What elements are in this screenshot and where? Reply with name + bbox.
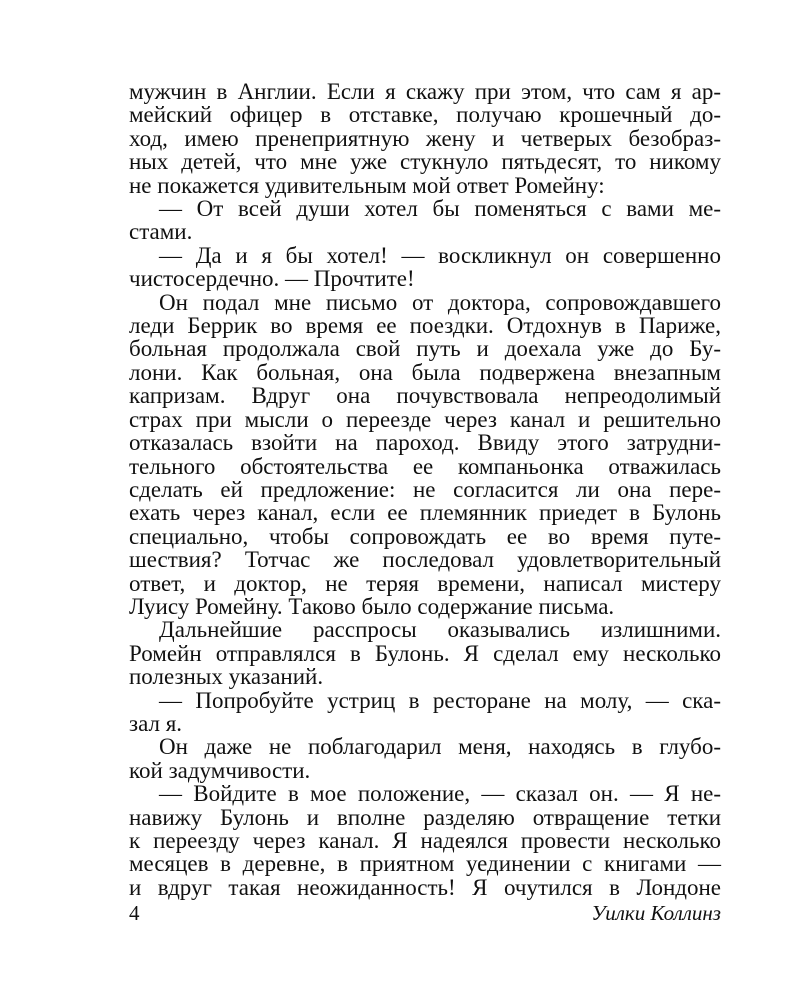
running-head-author: Уилки Коллинз (591, 901, 721, 925)
page-number: 4 (129, 901, 140, 925)
text-line: зал я. (129, 710, 183, 736)
text-line: мужчин в Англии. Если я скажу при этом, что сам я ар- (129, 79, 721, 104)
text-line: — Да и я бы хотел! — воскликнул он совершенно (159, 242, 721, 268)
body-text (129, 80, 721, 899)
text-line: тельного обстоятельства ее компаньонка отважилась (129, 453, 721, 479)
page-footer (129, 898, 721, 928)
text-line: стами. (129, 219, 193, 245)
text-line: мейский офицер в отставке, получаю крошечный до- (129, 102, 721, 128)
text-line: лони. Как больная, она была подвержена внезапным (129, 359, 721, 385)
text-line: ехать через канал, если ее племянник приедет в Булонь (129, 500, 721, 526)
text-line: капризам. Вдруг она почувствовала непреодолимый (129, 383, 721, 409)
text-line: полезных указаний. (129, 664, 324, 690)
text-line: Дальнейшие расспросы оказывались излишними. (159, 617, 721, 643)
text-line: кой задумчивости. (129, 757, 311, 783)
text-line: навижу Булонь и вполне разделяю отвращение тетки (129, 804, 721, 830)
text-line: больная продолжала свой путь и доехала уже до Бу- (129, 336, 721, 362)
text-line: Луису Ромейну. Таково было содержание письма. (129, 593, 615, 619)
text-line: страх при мысли о переезде через канал и решительно (129, 406, 721, 432)
text-line: специально, чтобы сопровождать ее во время путе- (129, 523, 721, 549)
text-line: отказалась взойти на пароход. Ввиду этого затрудни- (129, 430, 721, 456)
text-line: не покажется удивительным мой ответ Ромейну: (129, 172, 605, 198)
text-line: месяцев в деревне, в приятном уединении с книгами — (129, 851, 721, 877)
text-line: Он подал мне письмо от доктора, сопровождавшего (159, 289, 721, 315)
text-line: — От всей души хотел бы поменяться с вами ме- (159, 196, 721, 222)
text-line: Ромейн отправлялся в Булонь. Я сделал ему несколько (129, 640, 721, 666)
text-line: Он даже не поблагодарил меня, находясь в глубо- (159, 734, 721, 760)
text-line: чистосердечно. — Прочтите! (129, 266, 415, 292)
book-page (129, 80, 721, 930)
text-line: — Войдите в мое положение, — сказал он. — Я не- (159, 781, 721, 807)
text-line: и вдруг такая неожиданность! Я очутился в Лондоне (129, 874, 721, 900)
text-line: ных детей, что мне уже стукнуло пятьдесят, то никому (129, 149, 721, 175)
text-line: ход, имею пренеприятную жену и четверых безобраз- (129, 125, 721, 151)
text-line: к переезду через канал. Я надеялся провести несколько (129, 828, 721, 853)
text-line: шествия? Тотчас же последовал удовлетворительный (129, 547, 721, 573)
text-line: леди Беррик во время ее поездки. Отдохнув в Париже, (129, 313, 721, 339)
text-line: — Попробуйте устриц в ресторане на молу, — ска- (159, 687, 721, 713)
text-line: сделать ей предложение: не согласится ли она пере- (129, 476, 721, 502)
text-line: ответ, и доктор, не теряя времени, написал мистеру (129, 570, 721, 596)
